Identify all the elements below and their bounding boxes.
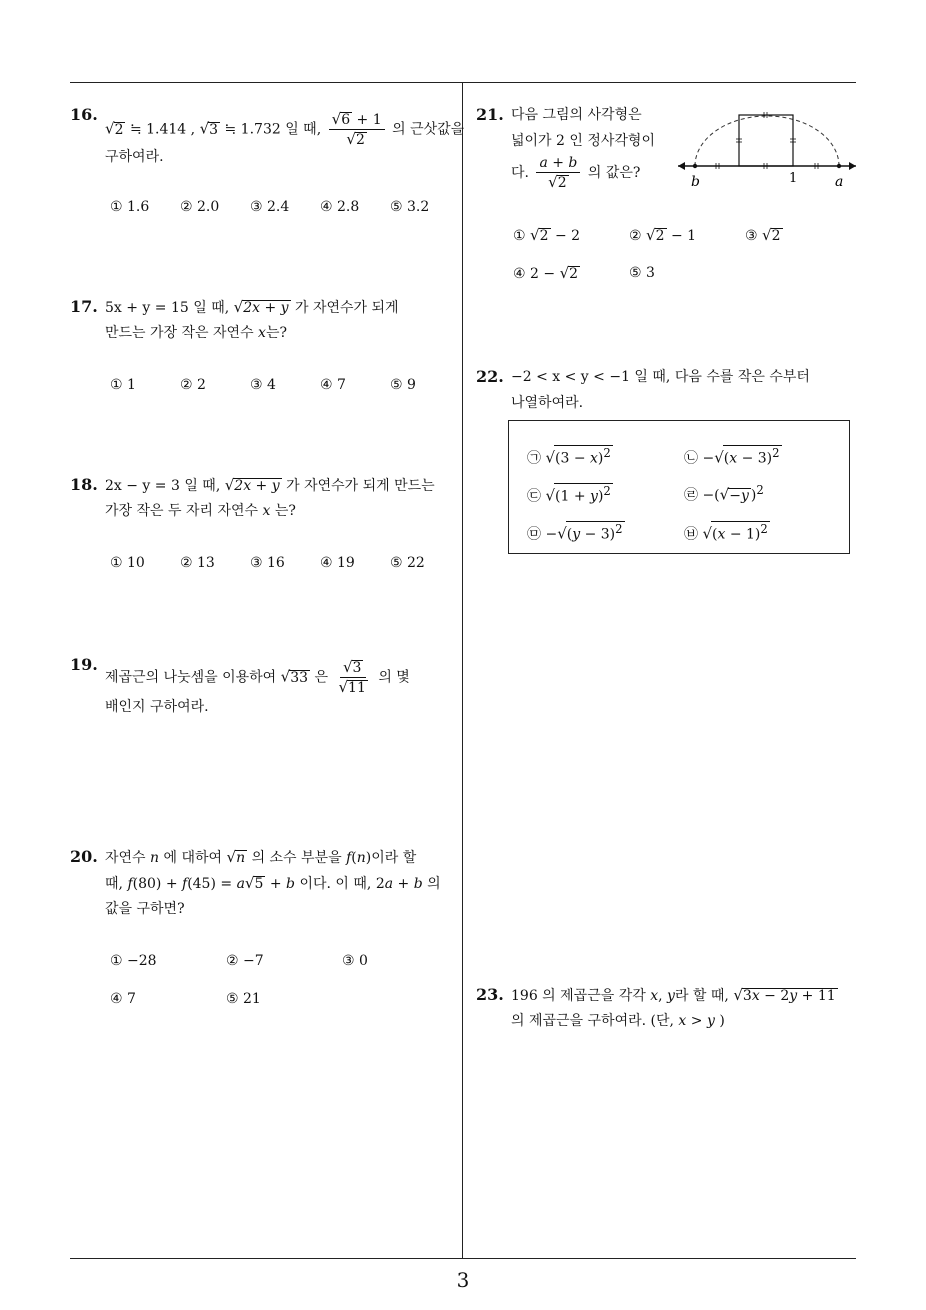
option-5[interactable]: ⑤ 21	[226, 991, 261, 1007]
option-1[interactable]: ① √2 − 2	[513, 226, 581, 244]
problem-text: −2 < x < y < −1 일 때, 다음 수를 작은 수부터	[511, 369, 810, 385]
fraction: $\frac{a + b}{√2}$	[536, 154, 580, 192]
option-1[interactable]: ① −28	[110, 953, 157, 969]
option-4[interactable]: ④ 2.8	[320, 199, 360, 215]
item-2: ㉡ $-√(x - 3)^2$	[684, 446, 780, 467]
square	[739, 115, 793, 166]
problem-number: 16.	[70, 105, 98, 124]
page-number: 3	[456, 1268, 470, 1292]
option-1[interactable]: ① 1	[110, 377, 136, 393]
arrow-right	[849, 162, 856, 170]
option-3[interactable]: ③ 0	[342, 953, 368, 969]
option-1[interactable]: ① 1.6	[110, 199, 150, 215]
option-4[interactable]: ④ 7	[110, 991, 136, 1007]
point-b	[693, 164, 697, 168]
option-3[interactable]: ③ √2	[745, 226, 781, 244]
problem-text: 자연수 n 에 대하여 √n 의 소수 부분을 f(n)이라 할	[105, 848, 417, 866]
expression-box	[508, 420, 850, 554]
option-4[interactable]: ④ 19	[320, 555, 355, 571]
problem-text: 넓이가 2 인 정사각형이	[511, 133, 655, 149]
top-rule	[70, 82, 856, 83]
option-2[interactable]: ② −7	[226, 953, 264, 969]
problem-number: 21.	[476, 105, 504, 124]
option-4[interactable]: ④ 7	[320, 377, 346, 393]
problem-text: 의 제곱근을 구하여라. (단, x > y )	[511, 1013, 725, 1029]
item-1: ㉠ $√(3 - x)^2$	[527, 446, 611, 467]
problem-text: 구하여라.	[105, 149, 164, 165]
option-3[interactable]: ③ 2.4	[250, 199, 290, 215]
tick-marks	[716, 112, 818, 169]
arc	[695, 116, 839, 166]
label-1: 1	[789, 171, 798, 186]
problem-text: 196 의 제곱근을 각각 x, y라 할 때, √3x − 2y + 11	[511, 986, 836, 1004]
option-3[interactable]: ③ 16	[250, 555, 285, 571]
problem-text: 다음 그림의 사각형은	[511, 107, 642, 123]
problem-text: 값을 구하면?	[105, 901, 185, 917]
problem-text: 때, f(80) + f(45) = a√5 + b 이다. 이 때, 2a + b 의	[105, 874, 441, 892]
item-3: ㉢ $√(1 + y)^2$	[527, 484, 611, 505]
option-5[interactable]: ⑤ 9	[390, 377, 416, 393]
column-divider	[462, 82, 463, 1259]
option-4[interactable]: ④ 2 − √2	[513, 264, 579, 282]
problem-text: 가장 작은 두 자리 자연수 x 는?	[105, 503, 296, 519]
fraction: $\frac{√6 + 1}{√2}$	[329, 110, 385, 149]
option-3[interactable]: ③ 4	[250, 377, 276, 393]
problem-number: 22.	[476, 367, 504, 386]
problem-text: 제곱근의 나눗셈을 이용하여 √33 은 $\frac{√3}{√11}$ 의 몇	[105, 658, 410, 696]
problem-text: 2x − y = 3 일 때, √2x + y 가 자연수가 되게 만드는	[105, 476, 435, 494]
bottom-rule	[70, 1258, 856, 1259]
problem-number: 23.	[476, 985, 504, 1004]
problem-text: √2 ≒ 1.414 , √3 ≒ 1.732 일 때, $\frac{√6 + 1}{√2}$ 의 근삿값을	[105, 110, 465, 148]
problem-number: 17.	[70, 297, 98, 316]
square-numberline-figure	[678, 104, 858, 194]
option-2[interactable]: ② √2 − 1	[629, 226, 697, 244]
option-5[interactable]: ⑤ 3.2	[390, 199, 430, 215]
option-5[interactable]: ⑤ 3	[629, 265, 655, 281]
option-2[interactable]: ② 2.0	[180, 199, 220, 215]
option-1[interactable]: ① 10	[110, 555, 145, 571]
fraction: $\frac{√3}{√11}$	[338, 658, 366, 696]
option-2[interactable]: ② 2	[180, 377, 206, 393]
problem-text: 다. $\frac{a + b}{√2}$ 의 값은?	[511, 155, 641, 191]
option-2[interactable]: ② 13	[180, 555, 215, 571]
problem-number: 18.	[70, 475, 98, 494]
item-6: ㉥ $√(x - 1)^2$	[684, 522, 768, 543]
problem-number: 19.	[70, 655, 98, 674]
problem-text: 5x + y = 15 일 때, √2x + y 가 자연수가 되게	[105, 298, 399, 316]
problem-text: 나열하여라.	[511, 395, 584, 411]
point-a	[837, 164, 841, 168]
label-b: b	[691, 174, 700, 190]
problem-number: 20.	[70, 847, 98, 866]
problem-text: 배인지 구하여라.	[105, 699, 209, 715]
problem-text: 만드는 가장 작은 자연수 x는?	[105, 325, 287, 341]
label-a: a	[835, 174, 844, 190]
item-5: ㉤ $-√(y - 3)^2$	[527, 522, 623, 543]
arrow-left	[678, 162, 685, 170]
item-4: ㉣ −(√−y )$^2$	[684, 483, 764, 504]
option-5[interactable]: ⑤ 22	[390, 555, 425, 571]
